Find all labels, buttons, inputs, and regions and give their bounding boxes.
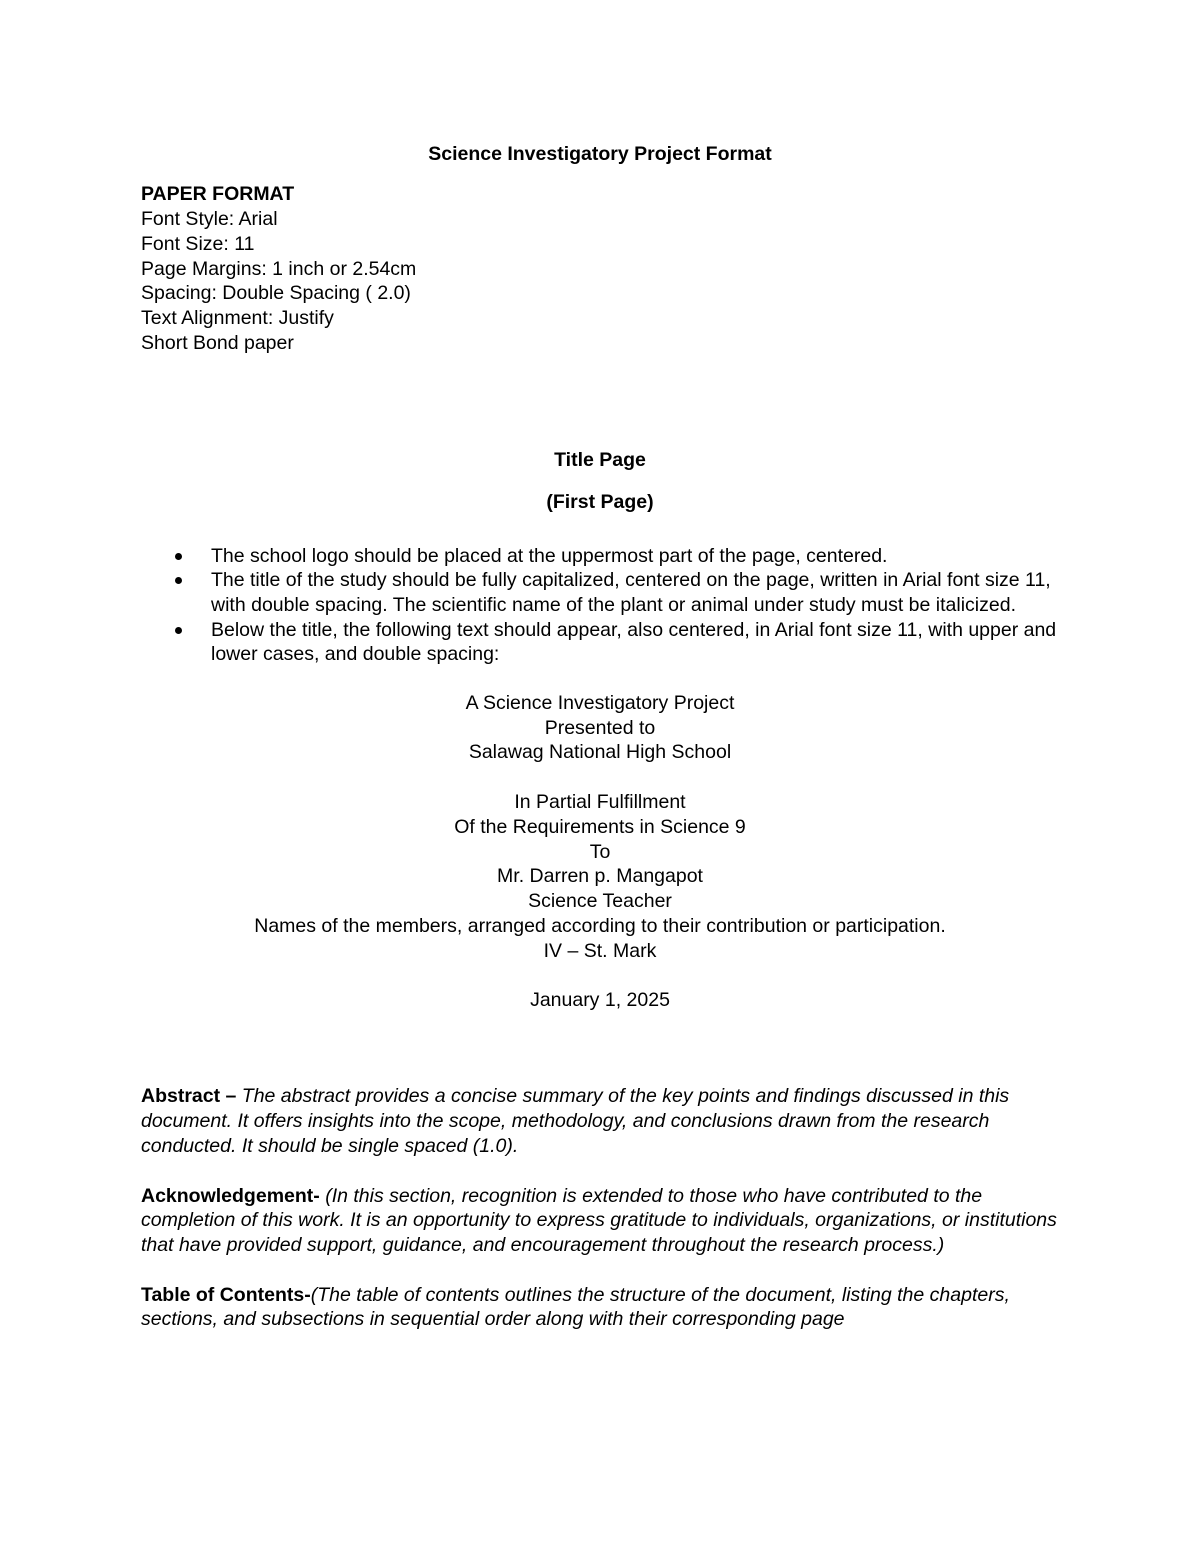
document-content: [141, 140, 1059, 1332]
sample-date: January 1, 2025: [530, 988, 670, 1011]
paper-format-item: Font Size: 11: [141, 232, 255, 255]
bullet-text: Below the title, the following text should appear, also centered, in Arial font size 11, with upper and lower cases, and double spacing:: [211, 618, 1057, 666]
sample-line: Names of the members, arranged according to their contribution or participation.: [254, 914, 946, 937]
sample-line: Presented to: [544, 716, 656, 739]
table-of-contents-paragraph: [141, 1283, 1059, 1333]
acknowledgement-paragraph: [141, 1184, 1059, 1258]
paper-format-item: Page Margins: 1 inch or 2.54cm: [141, 257, 417, 280]
paper-format-item: Text Alignment: Justify: [141, 307, 334, 330]
paper-format-item: Spacing: Double Spacing ( 2.0): [141, 282, 411, 305]
sample-line: IV – St. Mark: [543, 939, 657, 962]
sample-line: Salawag National High School: [468, 741, 732, 764]
sample-line: To: [589, 840, 611, 863]
bullet-text: The school logo should be placed at the uppermost part of the page, centered.: [211, 544, 888, 567]
sample-line: Mr. Darren p. Mangapot: [497, 865, 703, 888]
first-page-subheading: (First Page): [546, 490, 654, 513]
title-page-bullet-list: [141, 544, 1059, 667]
paper-format-item: Short Bond paper: [141, 331, 294, 354]
blank-line: [141, 765, 1059, 790]
abstract-label: Abstract –: [141, 1085, 237, 1108]
bullet-item: [141, 568, 1059, 617]
table-of-contents-label: Table of Contents-: [141, 1283, 311, 1306]
bullet-item: [141, 618, 1059, 667]
acknowledgement-text: (In this section, recognition is extended to those who have contributed to the completion of this work. It is an opportunity to express gratitude to individuals, organizations, or institutions that have provided support, guidance, and encouragement throughout the research process.): [141, 1184, 1057, 1257]
abstract-paragraph: [141, 1084, 1059, 1158]
sample-line: In Partial Fulfillment: [514, 790, 686, 813]
bullet-icon: [175, 553, 182, 560]
table-of-contents-text: (The table of contents outlines the structure of the document, listing the chapters, sections, and subsections in sequential order along with their corresponding page: [141, 1283, 1010, 1331]
sample-title-block: [141, 691, 1059, 964]
acknowledgement-label: Acknowledgement-: [141, 1184, 320, 1207]
sample-line: Of the Requirements in Science 9: [454, 815, 746, 838]
abstract-text: The abstract provides a concise summary of the key points and findings discussed in this document. It offers insights into the scope, methodology, and conclusions drawn from the research conducted. It should be single spaced (1.0).: [141, 1085, 1010, 1157]
sample-line: Science Teacher: [528, 890, 672, 913]
paper-format-heading: PAPER FORMAT: [141, 183, 295, 205]
title-page-heading: Title Page: [554, 448, 646, 471]
sample-line: A Science Investigatory Project: [465, 691, 735, 714]
bullet-text: The title of the study should be fully capitalized, centered on the page, written in Arial font size 11, with double spacing. The scientific name of the plant or animal under study must be italicized.: [211, 569, 1051, 616]
document-title: Science Investigatory Project Format: [428, 143, 772, 165]
bullet-item: [141, 544, 1059, 569]
bullet-icon: [175, 577, 182, 584]
paper-format-item: Font Style: Arial: [141, 208, 278, 230]
bullet-icon: [175, 627, 182, 634]
paper-format-list: [141, 207, 1059, 356]
